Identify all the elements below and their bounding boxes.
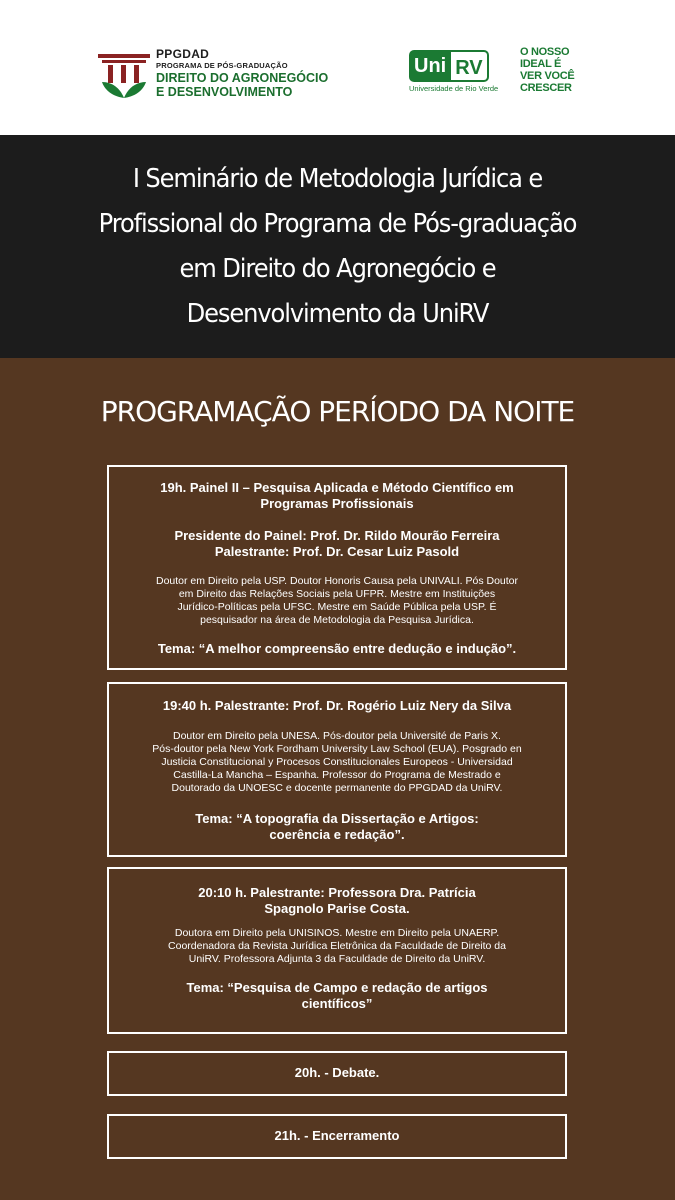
title-line2: Profissional do Programa de Pós-graduação bbox=[98, 209, 577, 239]
unirv-uni: Uni bbox=[409, 50, 451, 82]
talk-heading: 19:40 h. Palestrante: Prof. Dr. Rogério Luiz Nery da Silva bbox=[162, 698, 512, 713]
unirv-wordmark bbox=[409, 50, 489, 82]
speaker-bio-line2: Coordenadora da Revista Jurídica Eletrônica da Faculdade de Direito da bbox=[168, 940, 506, 952]
speaker-bio-line4: pesquisador na área de Metodologia da Pesquisa Jurídica. bbox=[200, 614, 474, 626]
speaker-bio-line1: Doutor em Direito pela USP. Doutor Honoris Causa pela UNIVALI. Pós Doutor bbox=[155, 575, 519, 587]
speaker-bio-line3: UniRV. Professora Adjunta 3 da Faculdade de Direito da UniRV. bbox=[188, 953, 486, 965]
ppgdad-line2: PROGRAMA DE PÓS-GRADUAÇÃO bbox=[156, 61, 288, 70]
slogan-line4: CRESCER bbox=[520, 82, 572, 94]
ppgdad-wordmark bbox=[156, 48, 328, 99]
event-title bbox=[52, 157, 624, 337]
talk-theme-line1: Tema: “A topografia da Dissertação e Artigos: bbox=[195, 811, 479, 826]
ppgdad-logo bbox=[96, 48, 366, 104]
closing-label: 21h. - Encerramento bbox=[274, 1128, 400, 1143]
slogan-line3: VER VOCÊ bbox=[520, 70, 575, 82]
debate-label: 20h. - Debate. bbox=[294, 1065, 380, 1080]
program-item-encerramento bbox=[107, 1114, 567, 1159]
speaker-bio-line3: Justicia Constitucional y Procesos Constitucionales Europeos - Universidad bbox=[161, 756, 513, 768]
ppgdad-abbr: PPGDAD bbox=[156, 47, 210, 61]
title-line3: em Direito do Agronegócio e bbox=[179, 254, 496, 284]
unirv-subtitle: Universidade de Rio Verde bbox=[409, 84, 499, 93]
painel-speaker: Palestrante: Prof. Dr. Cesar Luiz Pasold bbox=[214, 544, 460, 559]
slogan-line2: IDEAL É bbox=[520, 58, 562, 70]
title-band bbox=[0, 135, 675, 358]
program-item-painel-ii bbox=[107, 465, 567, 670]
talk-heading-line2: Spagnolo Parise Costa. bbox=[264, 901, 410, 916]
painel-president: Presidente do Painel: Prof. Dr. Rildo Mourão Ferreira bbox=[174, 528, 500, 543]
speaker-bio-line2: Pós-doutor pela New York Fordham University Law School (EUA). Posgrado en bbox=[152, 743, 522, 755]
program-item-1940 bbox=[107, 682, 567, 857]
speaker-bio-line4: Castilla-La Mancha – Espanha. Professor do Programa de Mestrado e bbox=[173, 769, 501, 781]
painel-title-line1: 19h. Painel II – Pesquisa Aplicada e Método Científico em bbox=[160, 480, 514, 495]
unirv-logo bbox=[409, 50, 509, 96]
slogan bbox=[520, 46, 582, 94]
talk-theme-line1: Tema: “Pesquisa de Campo e redação de artigos bbox=[186, 980, 488, 995]
speaker-bio-line5: Doutorado da UNOESC e docente permanente do PPGDAD da UniRV. bbox=[171, 782, 503, 794]
pillar-leaf-icon bbox=[96, 50, 152, 100]
program-item-debate bbox=[107, 1051, 567, 1096]
speaker-bio-line1: Doutora em Direito pela UNISINOS. Mestre em Direito pela UNAERP. bbox=[174, 927, 500, 939]
talk-theme-line2: coerência e redação”. bbox=[269, 827, 405, 842]
ppgdad-line3: DIREITO DO AGRONEGÓCIO bbox=[156, 71, 329, 85]
program-item-2010 bbox=[107, 867, 567, 1034]
section-title: PROGRAMAÇÃO PERÍODO DA NOITE bbox=[100, 395, 575, 428]
painel-title-line2: Programas Profissionais bbox=[260, 496, 414, 511]
ppgdad-line4: E DESENVOLVIMENTO bbox=[156, 85, 293, 99]
slogan-line1: O NOSSO bbox=[520, 46, 570, 58]
talk-theme: Tema: “A melhor compreensão entre dedução e indução”. bbox=[157, 641, 517, 656]
speaker-bio-line2: em Direito das Relações Sociais pela UFPR. Mestre em Instituições bbox=[178, 588, 496, 600]
speaker-bio-line3: Jurídico-Políticas pela UFSC. Mestre em Saúde Pública pela USP. É bbox=[177, 601, 497, 613]
talk-theme-line2: científicos” bbox=[301, 996, 373, 1011]
speaker-bio-line1: Doutor em Direito pela UNESA. Pós-doutor pela Université de Paris X. bbox=[173, 730, 501, 742]
talk-heading-line1: 20:10 h. Palestrante: Professora Dra. Patrícia bbox=[198, 885, 476, 900]
unirv-rv: RV bbox=[451, 50, 488, 82]
title-line4: Desenvolvimento da UniRV bbox=[186, 299, 489, 329]
title-line1: I Seminário de Metodologia Jurídica e bbox=[132, 164, 543, 194]
header bbox=[0, 0, 675, 135]
